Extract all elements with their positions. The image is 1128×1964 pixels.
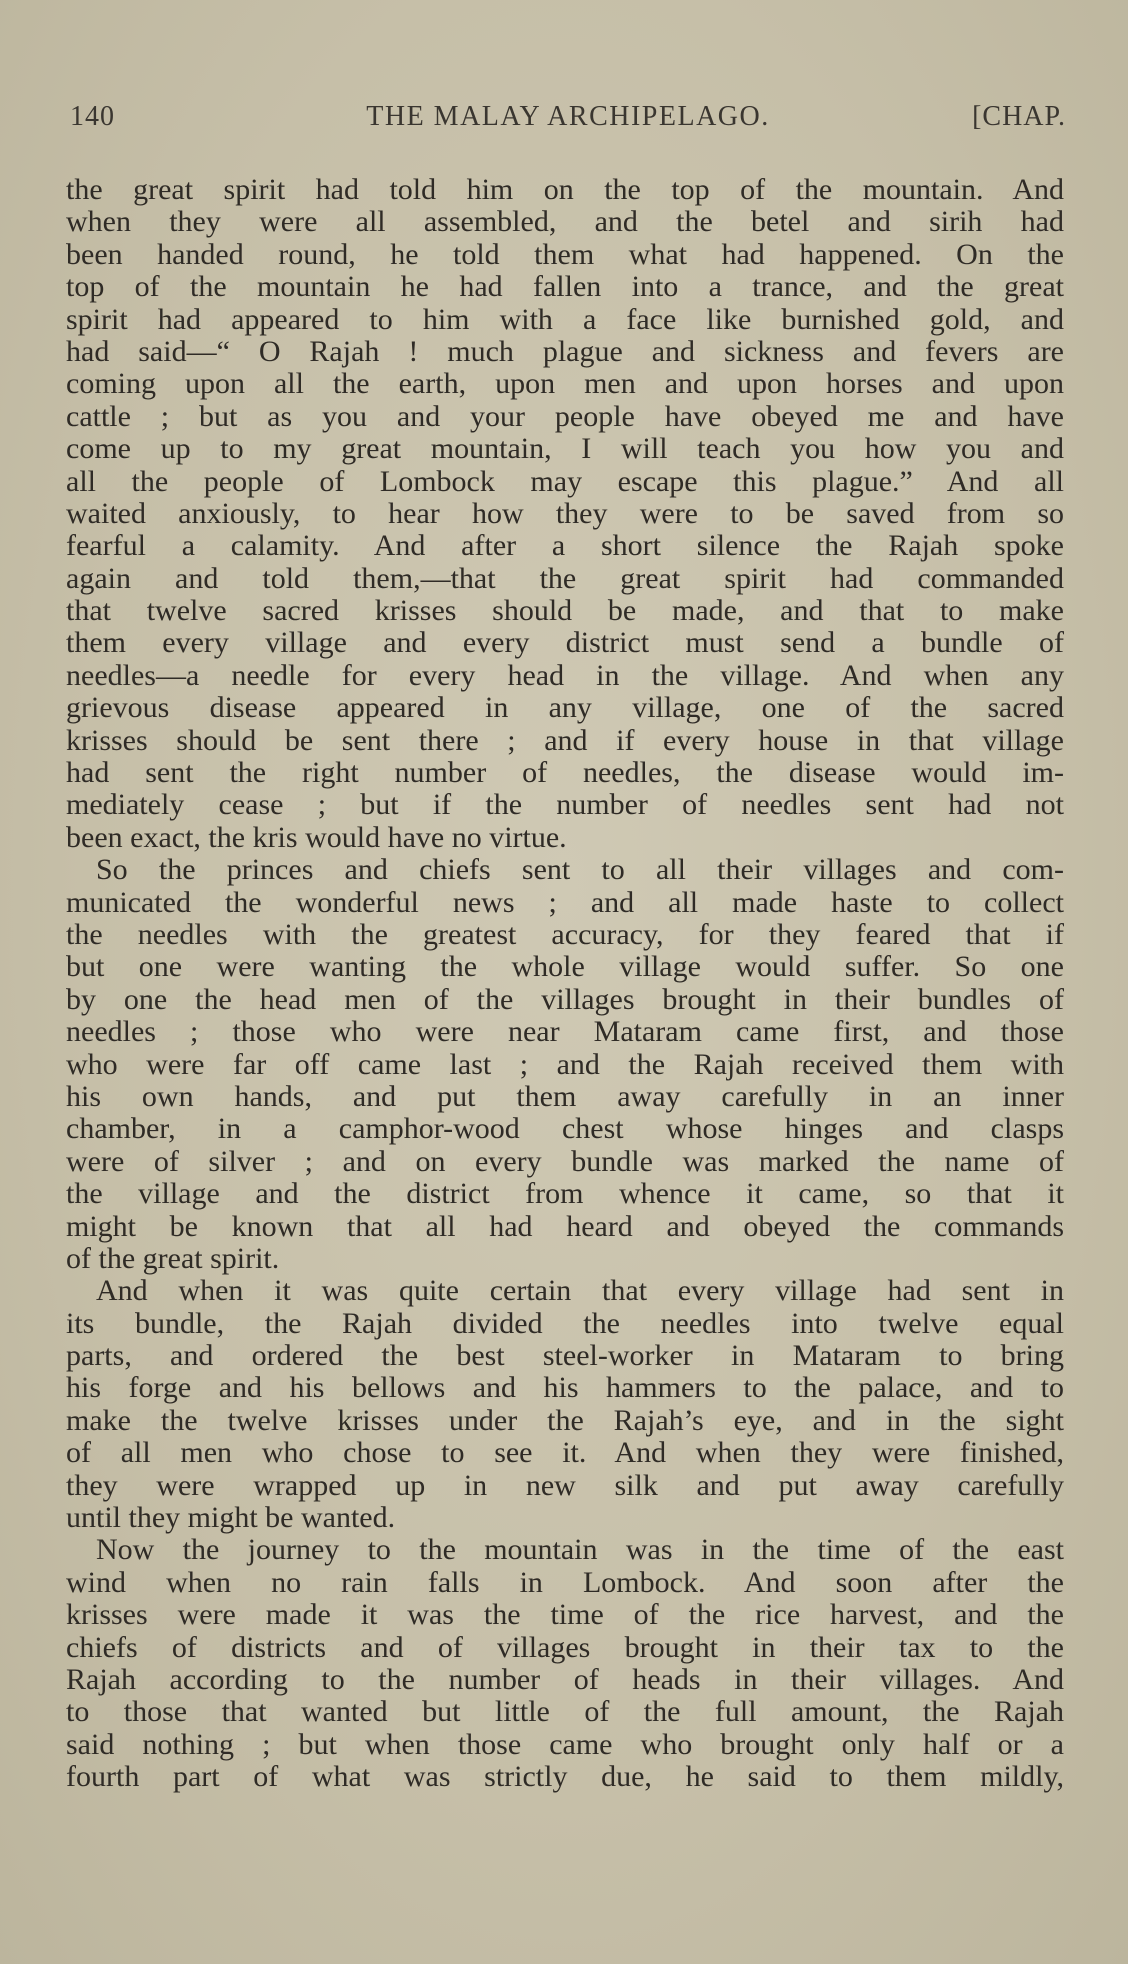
- chapter-marker: [CHAP.: [972, 101, 1066, 132]
- text-line: parts, and ordered the best steel-worker in Mataram to bring: [66, 1340, 1064, 1373]
- text-line: said nothing ; but when those came who brought only half or a: [66, 1728, 1064, 1761]
- text-line: And when it was quite certain that every village had sent in: [96, 1275, 1064, 1308]
- text-line: needles ; those who were near Mataram came first, and those: [66, 1016, 1064, 1049]
- text-line: his own hands, and put them away carefully in an inner: [66, 1080, 1064, 1113]
- text-line: all the people of Lombock may escape this plague.” And all: [66, 465, 1064, 498]
- text-line: of the great spirit.: [66, 1242, 280, 1275]
- text-line: make the twelve krisses under the Rajah’s eye, and in the sight: [66, 1404, 1064, 1437]
- text-line: they were wrapped up in new silk and put away carefully: [66, 1469, 1064, 1502]
- text-line: wind when no rain falls in Lombock. And soon after the: [66, 1566, 1064, 1599]
- text-line: that twelve sacred krisses should be made, and that to make: [66, 595, 1064, 628]
- text-line: Rajah according to the number of heads in their villages. And: [66, 1663, 1064, 1696]
- text-line: chiefs of districts and of villages brought in their tax to the: [66, 1631, 1064, 1664]
- text-line: had said—“ O Rajah ! much plague and sickness and fevers are: [66, 335, 1064, 368]
- text-line: had sent the right number of needles, the disease would im-: [66, 757, 1064, 790]
- text-line: krisses were made it was the time of the rice harvest, and the: [66, 1599, 1064, 1632]
- text-line: again and told them,—that the great spirit had commanded: [66, 562, 1064, 595]
- text-line: been handed round, he told them what had happened. On the: [66, 238, 1064, 271]
- text-line: its bundle, the Rajah divided the needles into twelve equal: [66, 1307, 1064, 1340]
- text-line: been exact, the kris would have no virtue.: [66, 821, 567, 854]
- text-line: coming upon all the earth, upon men and upon horses and upon: [66, 368, 1064, 401]
- text-line: mediately cease ; but if the number of needles sent had not: [66, 789, 1064, 822]
- text-line: who were far off came last ; and the Rajah received them with: [66, 1048, 1064, 1081]
- text-line: fourth part of what was strictly due, he said to them mildly,: [66, 1761, 1064, 1794]
- text-line: municated the wonderful news ; and all made haste to collect: [66, 886, 1064, 919]
- text-line: waited anxiously, to hear how they were to be saved from so: [66, 497, 1064, 530]
- text-line: needles—a needle for every head in the village. And when any: [66, 659, 1064, 692]
- text-line: grievous disease appeared in any village, one of the sacred: [66, 692, 1064, 725]
- text-line: of all men who chose to see it. And when they were finished,: [66, 1437, 1064, 1470]
- text-line: his forge and his bellows and his hammers to the palace, and to: [66, 1372, 1064, 1405]
- text-line: by one the head men of the villages brought in their bundles of: [66, 983, 1064, 1016]
- text-line: to those that wanted but little of the full amount, the Rajah: [66, 1696, 1064, 1729]
- text-line: top of the mountain he had fallen into a trance, and the great: [66, 271, 1064, 304]
- text-line: might be known that all had heard and obeyed the commands: [66, 1210, 1064, 1243]
- text-line: the needles with the greatest accuracy, for they feared that if: [66, 918, 1064, 951]
- text-line: Now the journey to the mountain was in the time of the east: [96, 1534, 1064, 1567]
- running-title: THE MALAY ARCHIPELAGO.: [366, 101, 770, 132]
- text-line: fearful a calamity. And after a short silence the Rajah spoke: [66, 530, 1064, 563]
- text-line: chamber, in a camphor-wood chest whose hinges and clasps: [66, 1113, 1064, 1146]
- text-line: cattle ; but as you and your people have obeyed me and have: [66, 400, 1064, 433]
- text-line: them every village and every district must send a bundle of: [66, 627, 1064, 660]
- text-line: until they might be wanted.: [66, 1502, 396, 1535]
- text-line: spirit had appeared to him with a face like burnished gold, and: [66, 303, 1064, 336]
- running-head: [70, 101, 1066, 141]
- text-line: were of silver ; and on every bundle was marked the name of: [66, 1145, 1064, 1178]
- body-text: [66, 174, 1064, 1794]
- text-line: come up to my great mountain, I will teach you how you and: [66, 433, 1064, 466]
- text-line: krisses should be sent there ; and if every house in that village: [66, 724, 1064, 757]
- text-line: the village and the district from whence it came, so that it: [66, 1178, 1064, 1211]
- text-line: So the princes and chiefs sent to all their villages and com-: [96, 854, 1064, 887]
- text-line: when they were all assembled, and the betel and sirih had: [66, 206, 1064, 239]
- page-number: 140: [70, 101, 115, 132]
- text-line: the great spirit had told him on the top of the mountain. And: [66, 174, 1064, 206]
- text-line: but one were wanting the whole village would suffer. So one: [66, 951, 1064, 984]
